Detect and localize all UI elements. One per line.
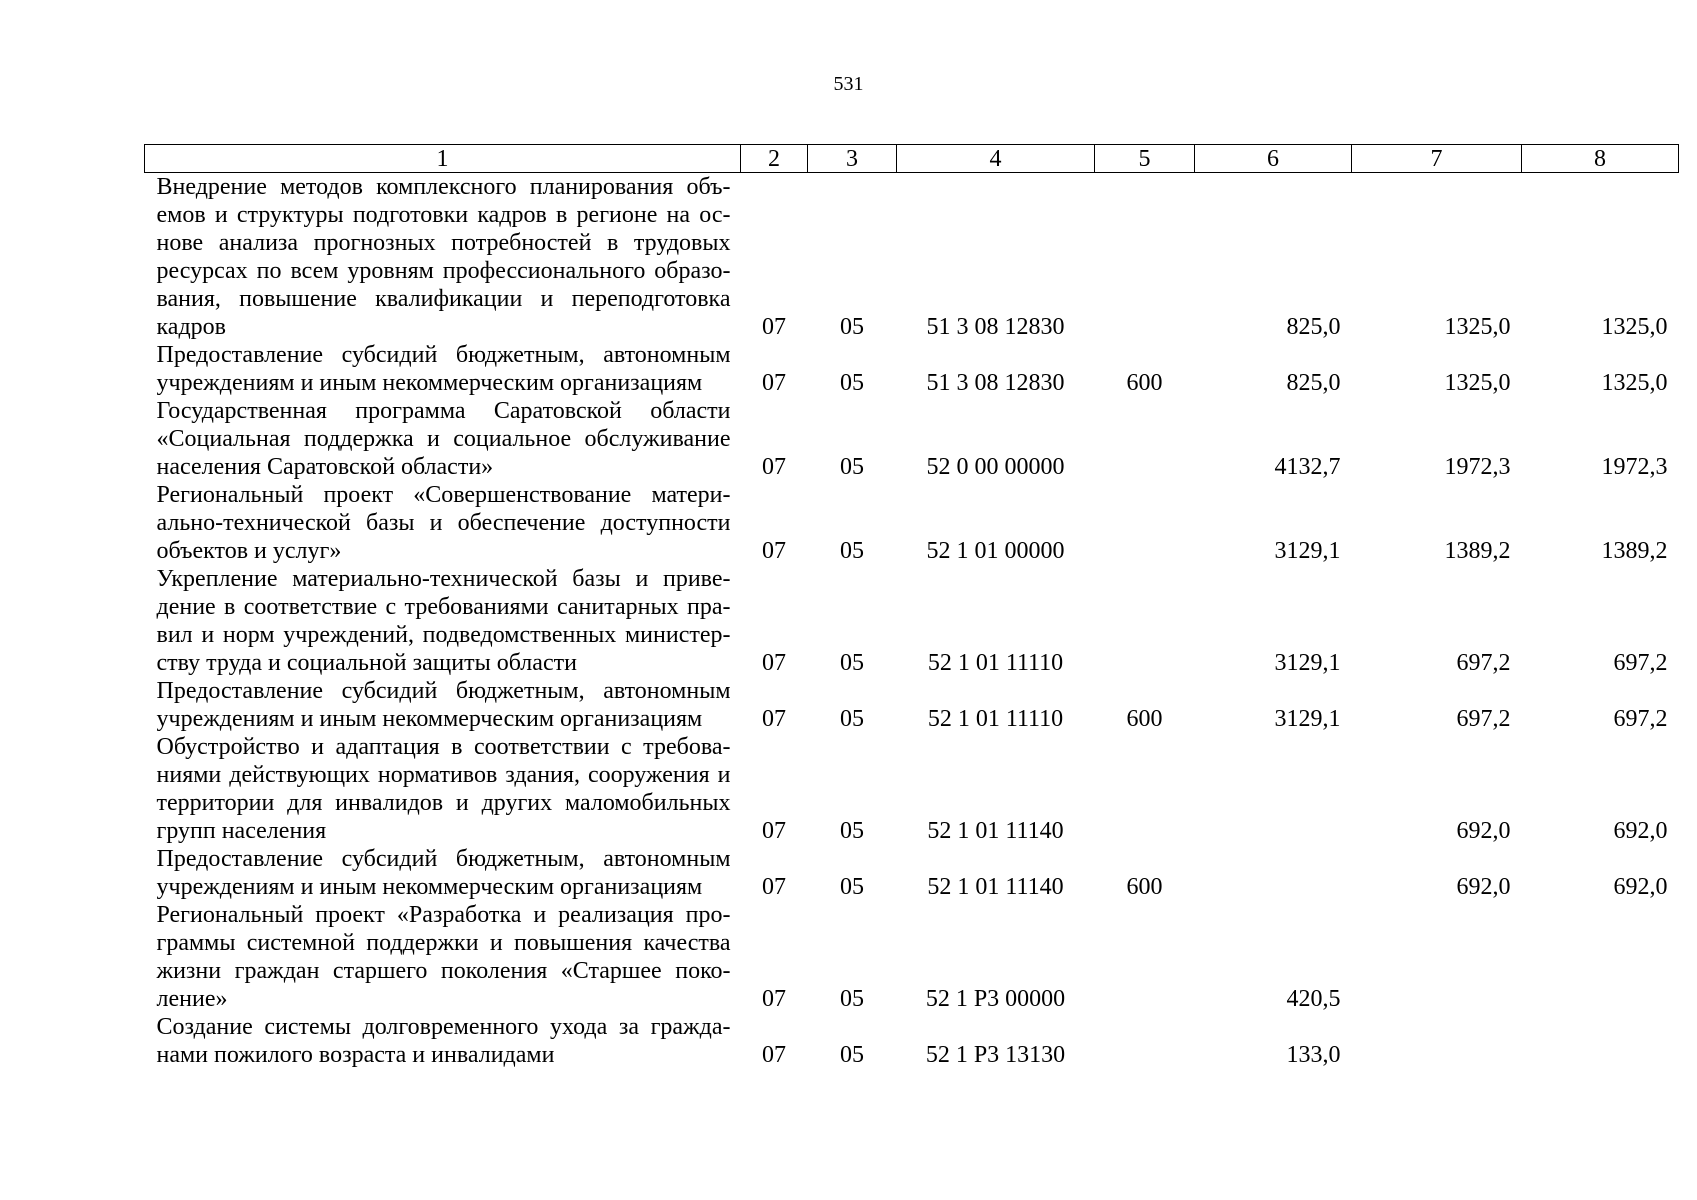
section-code: 07 [762,314,786,340]
subsection-code: 05 [840,1042,864,1068]
amount-column-8: 697,2 [1613,706,1668,732]
column-header-6: 6 [1195,145,1352,173]
column-header-2: 2 [741,145,808,173]
expense-type-code: 600 [1126,874,1163,900]
table-row [145,397,1679,481]
target-article-code: 52 1 01 11110 [927,706,1064,732]
row-description: Региональный проект «Разработка и реализация про-граммы системной поддержки и повышения качества жизни граждан старшего поколения «Старшее поко-ление» [156,902,731,1012]
row-description: Государственная программа Саратовской области «Социальная поддержка и социальное обслуживание населения Саратовской области» [156,398,731,480]
amount-column-8: 1325,0 [1601,314,1668,340]
amount-column-7: 1325,0 [1444,370,1511,396]
amount-column-7: 692,0 [1456,818,1511,844]
amount-column-8: 1972,3 [1601,454,1668,480]
target-article-code: 52 0 00 00000 [926,454,1065,480]
amount-column-8 [1522,901,1679,1013]
table-body [145,173,1679,1070]
subsection-code: 05 [840,818,864,844]
table-row [145,173,1679,342]
table-row [145,1013,1679,1069]
row-description: Предоставление субсидий бюджетным, автономным учреждениям и иным некоммерческим организациям [156,678,731,732]
amount-column-7: 1389,2 [1444,538,1511,564]
expense-type-code [1095,901,1195,1013]
amount-column-7: 1972,3 [1444,454,1511,480]
column-header-4: 4 [897,145,1095,173]
amount-column-8: 692,0 [1613,874,1668,900]
amount-column-6: 3129,1 [1274,650,1341,676]
table-row [145,733,1679,845]
amount-column-7: 692,0 [1456,874,1511,900]
table-row [145,341,1679,397]
expense-type-code: 600 [1126,706,1163,732]
row-description: Обустройство и адаптация в соответствии с требова-ниями действующих нормативов здания, сооружения и территории для инвалидов и других маломобильных групп населения [156,734,731,844]
amount-column-7 [1352,1013,1522,1069]
section-code: 07 [762,986,786,1012]
column-header-1: 1 [145,145,741,173]
target-article-code: 51 3 08 12830 [926,370,1065,396]
section-code: 07 [762,706,786,732]
amount-column-6: 3129,1 [1274,706,1341,732]
table-row [145,565,1679,677]
amount-column-8: 692,0 [1613,818,1668,844]
row-description: Предоставление субсидий бюджетным, автономным учреждениям и иным некоммерческим организациям [156,342,731,396]
target-article-code: 52 1 01 11140 [927,818,1064,844]
amount-column-6: 825,0 [1286,314,1341,340]
target-article-code: 52 1 01 00000 [926,538,1065,564]
subsection-code: 05 [840,874,864,900]
column-header-8: 8 [1522,145,1679,173]
row-description: Создание системы долговременного ухода за гражда-нами пожилого возраста и инвалидами [156,1014,731,1068]
expense-type-code [1095,397,1195,481]
amount-column-7: 697,2 [1456,650,1511,676]
row-description: Укрепление материально-технической базы и приве-дение в соответствие с требованиями санитарных пра-вил и норм учреждений, подведомственных министер-ству труда и социальной защиты области [156,566,731,676]
amount-column-6 [1195,845,1352,901]
amount-column-7: 697,2 [1456,706,1511,732]
target-article-code: 51 3 08 12830 [926,314,1065,340]
expense-type-code [1095,733,1195,845]
target-article-code: 52 1 01 11140 [927,874,1064,900]
section-code: 07 [762,1042,786,1068]
amount-column-6: 133,0 [1286,1042,1341,1068]
section-code: 07 [762,818,786,844]
table-row [145,677,1679,733]
subsection-code: 05 [840,538,864,564]
expense-type-code [1095,565,1195,677]
amount-column-8: 1389,2 [1601,538,1668,564]
target-article-code: 52 1 01 11110 [927,650,1064,676]
column-header-7: 7 [1352,145,1522,173]
subsection-code: 05 [840,986,864,1012]
row-description: Региональный проект «Совершенствование матери-ально-технической базы и обеспечение доступности объектов и услуг» [156,482,731,564]
subsection-code: 05 [840,314,864,340]
amount-column-6: 825,0 [1286,370,1341,396]
section-code: 07 [762,538,786,564]
subsection-code: 05 [840,370,864,396]
amount-column-8: 697,2 [1613,650,1668,676]
target-article-code: 52 1 P3 00000 [925,986,1066,1012]
subsection-code: 05 [840,454,864,480]
amount-column-6: 420,5 [1286,986,1341,1012]
subsection-code: 05 [840,650,864,676]
amount-column-6: 3129,1 [1274,538,1341,564]
budget-table [144,144,1679,1069]
amount-column-8 [1522,1013,1679,1069]
target-article-code: 52 1 P3 13130 [925,1042,1066,1068]
table-row [145,481,1679,565]
column-header-3: 3 [808,145,897,173]
row-description: Предоставление субсидий бюджетным, автономным учреждениям и иным некоммерческим организациям [156,846,731,900]
expense-type-code [1095,481,1195,565]
section-code: 07 [762,650,786,676]
amount-column-7: 1325,0 [1444,314,1511,340]
amount-column-8: 1325,0 [1601,370,1668,396]
section-code: 07 [762,454,786,480]
expense-type-code [1095,1013,1195,1069]
table-row [145,845,1679,901]
expense-type-code [1095,173,1195,342]
section-code: 07 [762,874,786,900]
amount-column-7 [1352,901,1522,1013]
amount-column-6 [1195,733,1352,845]
row-description: Внедрение методов комплексного планирования объ-емов и структуры подготовки кадров в регионе на ос-нове анализа прогнозных потребностей в трудовых ресурсах по всем уровням профессионального образо-вания, повышение квалификации и переподготовка кадров [156,174,731,340]
amount-column-6: 4132,7 [1274,454,1341,480]
page-number: 531 [833,73,864,95]
table-row [145,901,1679,1013]
expense-type-code: 600 [1126,370,1163,396]
subsection-code: 05 [840,706,864,732]
section-code: 07 [762,370,786,396]
table-header-row [145,145,1679,173]
column-header-5: 5 [1095,145,1195,173]
